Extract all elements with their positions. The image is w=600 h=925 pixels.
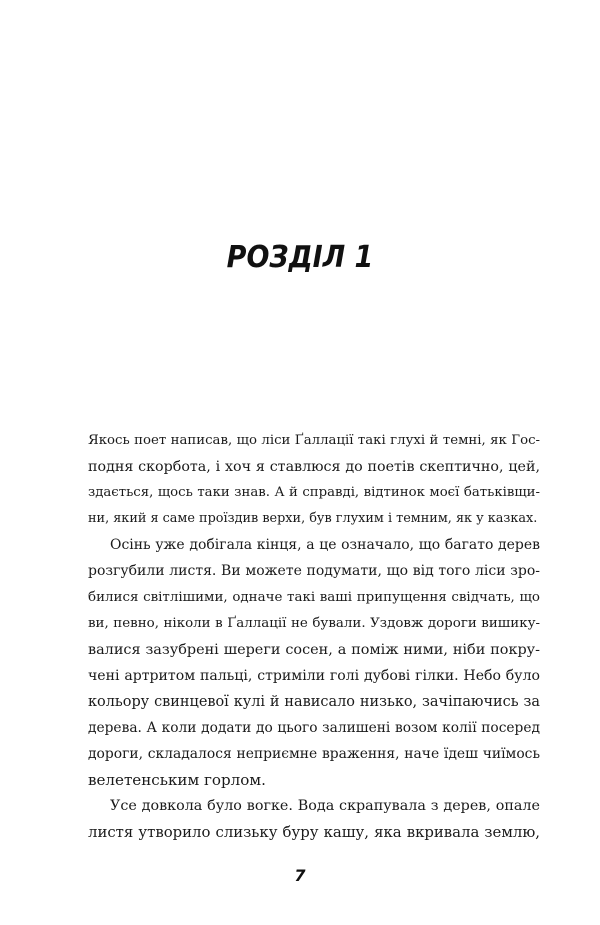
paragraph [88,532,540,793]
text-line: Осінь уже добігала кінця, а це означало, що багато дерев [110,537,540,554]
text-line: дороги, складалося неприємне враження, наче їдеш чиїмось [88,746,540,763]
text-line: Усе довкола було вогке. Вода скрапувала з дерев, опале [110,798,540,815]
text-line: листя утворило слизьку буру кашу, яка вкривала землю, [88,823,540,842]
text-line: ни, який я саме проїздив верхи, був глухим і темним, як у казках. [88,511,538,527]
text-line: кольору свинцевої кулі й нависало низько, зачіпаючись за [88,693,540,710]
page-number: 7 [294,866,306,885]
text-line: валися зазубрені шереги сосен, а поміж ними, ніби покру- [88,641,540,658]
text-line: подня скорбота, і хоч я ставлюся до поетів скептично, цей, [88,459,540,476]
paragraph [88,428,540,532]
text-line: дерева. А коли додати до цього залишені возом колії посеред [88,720,540,737]
text-line: велетенським горлом. [88,771,266,790]
text-line: Якось поет написав, що ліси Ґаллації такі глухі й темні, як Гос- [88,433,540,448]
text-line: чені артритом пальці, стриміли голі дубові гілки. Небо було [88,667,540,684]
body-text [88,428,540,846]
text-line: розгубили листя. Ви можете подумати, що від того ліси зро- [88,563,540,580]
text-line: здається, щось таки знав. А й справді, відтинок моєї батьківщи- [88,485,540,501]
chapter-title: РОЗДІЛ 1 [226,240,374,275]
paragraph [88,793,540,845]
text-line: ви, певно, ніколи в Ґаллації не бували. Уздовж дороги вишику- [88,615,540,631]
text-line: билися світлішими, одначе такі ваші припущення свідчать, що [88,589,540,605]
